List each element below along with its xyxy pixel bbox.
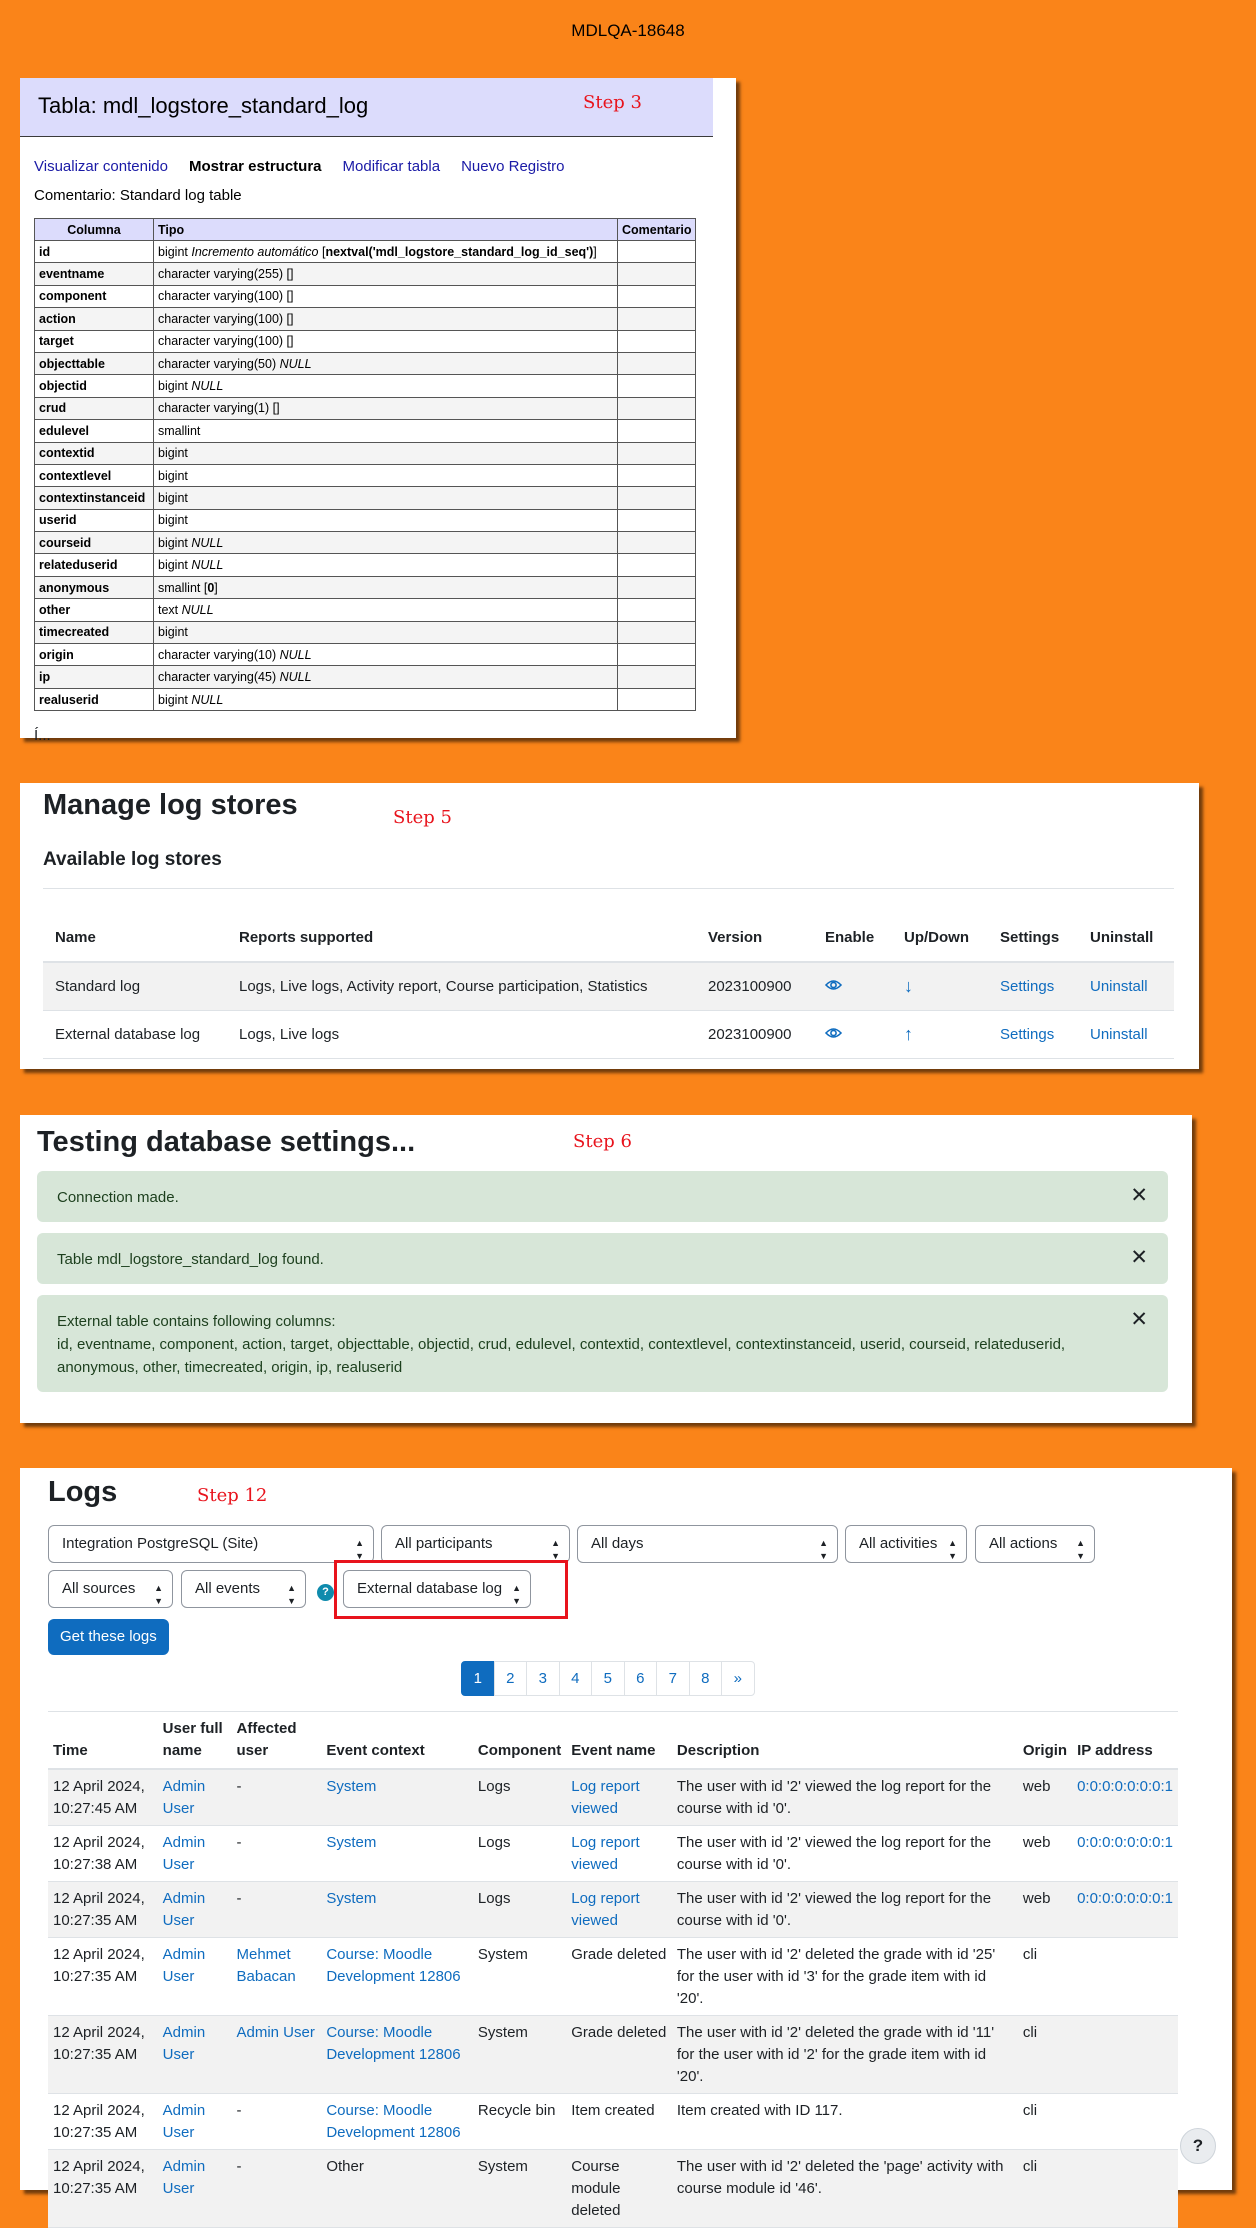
page-heading: Manage log stores bbox=[43, 789, 298, 821]
table-row bbox=[35, 688, 696, 710]
column-name: component bbox=[35, 285, 154, 307]
get-logs-button[interactable]: Get these logs bbox=[48, 1619, 169, 1655]
page-link[interactable]: 6 bbox=[624, 1661, 658, 1696]
log-stores-table bbox=[43, 914, 1174, 1059]
event-name: Course module deleted bbox=[571, 2158, 621, 2219]
log-time: 12 April 2024, 10:27:35 AM bbox=[48, 1938, 158, 2016]
column-type: character varying(1) [] bbox=[154, 397, 618, 419]
column-type: bigint bbox=[154, 621, 618, 643]
user-link[interactable]: Admin User bbox=[162, 2158, 206, 2197]
table-row bbox=[35, 241, 696, 263]
next-page-link[interactable]: » bbox=[721, 1661, 755, 1696]
user-link[interactable]: Admin User bbox=[162, 1778, 206, 1817]
affected-user-link[interactable]: Mehmet Babacan bbox=[236, 1946, 296, 1985]
user-cell bbox=[158, 1769, 232, 1826]
close-icon[interactable]: ✕ bbox=[1130, 1184, 1148, 1207]
column-comment bbox=[618, 375, 696, 397]
enable-cell bbox=[813, 962, 892, 1010]
column-type: bigint NULL bbox=[154, 532, 618, 554]
ip-cell bbox=[1072, 2016, 1178, 2094]
table-row bbox=[48, 1938, 1178, 2016]
affected-cell bbox=[232, 1769, 322, 1826]
user-cell bbox=[158, 1826, 232, 1882]
header-ip-address: IP address bbox=[1072, 1714, 1178, 1769]
column-comment bbox=[618, 330, 696, 352]
log-time: 12 April 2024, 10:27:35 AM bbox=[48, 2094, 158, 2150]
reports-supported: Logs, Live logs bbox=[227, 1010, 696, 1058]
column-type: bigint bbox=[154, 464, 618, 486]
arrow-up-icon[interactable]: ↑ bbox=[904, 1023, 913, 1044]
affected-user: - bbox=[236, 1778, 242, 1795]
tab-visualizar-contenido[interactable]: Visualizar contenido bbox=[34, 158, 168, 175]
context-cell bbox=[321, 1769, 473, 1826]
page-heading: Logs bbox=[48, 1476, 118, 1508]
event-context-link[interactable]: Course: Moodle Development 12806 bbox=[326, 1946, 461, 1985]
alert-heading: External table contains following columns: bbox=[57, 1313, 336, 1330]
page-link[interactable]: 2 bbox=[494, 1661, 528, 1696]
column-type: character varying(50) NULL bbox=[154, 352, 618, 374]
origin: cli bbox=[1018, 2150, 1072, 2228]
column-type: character varying(100) [] bbox=[154, 285, 618, 307]
store-name: External database log bbox=[43, 1010, 227, 1058]
header-event-context: Event context bbox=[321, 1714, 473, 1769]
event-cell bbox=[566, 1938, 672, 2016]
page-title: MDLQA-18648 bbox=[571, 21, 685, 40]
affected-user: - bbox=[236, 1890, 242, 1907]
step-label: Step 12 bbox=[197, 1485, 268, 1506]
select-arrow-icon: ▲ ▼ bbox=[1076, 1538, 1085, 1561]
column-comment bbox=[618, 599, 696, 621]
column-name: objectid bbox=[35, 375, 154, 397]
description: The user with id '2' deleted the 'page' activity with course module id '46'. bbox=[672, 2150, 1018, 2228]
log-time: 12 April 2024, 10:27:35 AM bbox=[48, 2150, 158, 2228]
event-cell bbox=[566, 1882, 672, 1938]
version: 2023100900 bbox=[696, 1010, 813, 1058]
column-name: eventname bbox=[35, 263, 154, 285]
description: Item created with ID 117. bbox=[672, 2094, 1018, 2150]
event-context-link[interactable]: Course: Moodle Development 12806 bbox=[326, 2024, 461, 2063]
testing-panel bbox=[20, 1115, 1192, 1423]
logs-table bbox=[48, 1714, 1178, 2228]
origin: cli bbox=[1018, 2094, 1072, 2150]
header-origin: Origin bbox=[1018, 1714, 1072, 1769]
uninstall-cell bbox=[1078, 1010, 1174, 1058]
header-enable: Enable bbox=[813, 914, 892, 962]
column-comment bbox=[618, 397, 696, 419]
help-icon[interactable]: ? bbox=[317, 1584, 334, 1601]
tab-nuevo-registro[interactable]: Nuevo Registro bbox=[461, 158, 565, 175]
table-row bbox=[35, 330, 696, 352]
select-arrow-icon: ▲ ▼ bbox=[551, 1538, 560, 1561]
component: System bbox=[473, 1938, 566, 2016]
header-settings: Settings bbox=[988, 914, 1078, 962]
column-comment bbox=[618, 308, 696, 330]
logs-panel bbox=[20, 1468, 1232, 2219]
sources-select[interactable]: All sources ▲ ▼ bbox=[48, 1570, 173, 1608]
event-cell bbox=[566, 1769, 672, 1826]
site-select[interactable]: Integration PostgreSQL (Site) ▲ ▼ bbox=[48, 1525, 374, 1563]
uninstall-cell bbox=[1078, 962, 1174, 1010]
select-arrow-icon: ▲ ▼ bbox=[512, 1583, 521, 1606]
column-type: bigint NULL bbox=[154, 554, 618, 576]
reports-supported: Logs, Live logs, Activity report, Course participation, Statistics bbox=[227, 962, 696, 1010]
component: Logs bbox=[473, 1882, 566, 1938]
page-link[interactable]: 7 bbox=[656, 1661, 690, 1696]
component: Logs bbox=[473, 1769, 566, 1826]
user-link[interactable]: Admin User bbox=[162, 1890, 206, 1929]
user-link[interactable]: Admin User bbox=[162, 1834, 206, 1873]
page-link[interactable]: 4 bbox=[559, 1661, 593, 1696]
settings-link[interactable]: Settings bbox=[1000, 1025, 1055, 1043]
settings-cell bbox=[988, 962, 1078, 1010]
column-type: character varying(10) NULL bbox=[154, 644, 618, 666]
table-row bbox=[35, 397, 696, 419]
column-name: id bbox=[35, 241, 154, 263]
clipped-text: Í... bbox=[34, 727, 51, 744]
column-name: edulevel bbox=[35, 420, 154, 442]
column-type: bigint Incremento automático [nextval('mdl_logstore_standard_log_id_seq')] bbox=[154, 241, 618, 263]
header-uninstall: Uninstall bbox=[1078, 914, 1174, 962]
table-row bbox=[43, 962, 1174, 1010]
type-header: Tipo bbox=[154, 219, 618, 241]
header-event-name: Event name bbox=[566, 1714, 672, 1769]
component: System bbox=[473, 2016, 566, 2094]
table-comment: Comentario: Standard log table bbox=[34, 187, 242, 204]
affected-user: - bbox=[236, 2158, 242, 2175]
event-name: Item created bbox=[571, 2102, 655, 2119]
origin: web bbox=[1018, 1882, 1072, 1938]
table-row bbox=[48, 2150, 1178, 2228]
select-arrow-icon: ▲ ▼ bbox=[154, 1583, 163, 1606]
event-context: Other bbox=[326, 2158, 364, 2175]
log-time: 12 April 2024, 10:27:38 AM bbox=[48, 1826, 158, 1882]
column-name: action bbox=[35, 308, 154, 330]
alert-text: Table mdl_logstore_standard_log found. bbox=[57, 1251, 324, 1268]
user-cell bbox=[158, 1938, 232, 2016]
column-name: relateduserid bbox=[35, 554, 154, 576]
origin: cli bbox=[1018, 2016, 1072, 2094]
user-link[interactable]: Admin User bbox=[162, 1946, 206, 1985]
column-type: smallint [0] bbox=[154, 576, 618, 598]
log-time: 12 April 2024, 10:27:35 AM bbox=[48, 1882, 158, 1938]
event-name: Grade deleted bbox=[571, 1946, 667, 1963]
table-row bbox=[35, 263, 696, 285]
divider bbox=[43, 888, 1174, 889]
activities-select[interactable]: All activities ▲ ▼ bbox=[845, 1525, 967, 1563]
select-arrow-icon: ▲ ▼ bbox=[948, 1538, 957, 1561]
event-context-link[interactable]: System bbox=[326, 1890, 377, 1907]
column-type: character varying(100) [] bbox=[154, 308, 618, 330]
table-row bbox=[35, 487, 696, 509]
table-title: Tabla: mdl_logstore_standard_log bbox=[38, 93, 369, 118]
affected-user: - bbox=[236, 2102, 242, 2119]
affected-cell bbox=[232, 2150, 322, 2228]
step-label: Step 3 bbox=[583, 92, 642, 113]
select-arrow-icon: ▲ ▼ bbox=[287, 1583, 296, 1606]
origin: web bbox=[1018, 1826, 1072, 1882]
description: The user with id '2' deleted the grade with id '11' for the user with id '2' for the grade item with id '20'. bbox=[672, 2016, 1018, 2094]
event-cell bbox=[566, 2150, 672, 2228]
affected-cell bbox=[232, 2016, 322, 2094]
table-row bbox=[35, 644, 696, 666]
store-name: Standard log bbox=[43, 962, 227, 1010]
user-cell bbox=[158, 2094, 232, 2150]
context-cell bbox=[321, 2150, 473, 2228]
table-row bbox=[35, 509, 696, 531]
page-link[interactable]: 3 bbox=[526, 1661, 560, 1696]
column-name: userid bbox=[35, 509, 154, 531]
table-row bbox=[35, 554, 696, 576]
column-name: objecttable bbox=[35, 352, 154, 374]
page-link[interactable]: 1 bbox=[461, 1661, 495, 1696]
column-comment bbox=[618, 621, 696, 643]
column-comment bbox=[618, 241, 696, 263]
context-cell bbox=[321, 2094, 473, 2150]
enable-cell bbox=[813, 1010, 892, 1058]
header-user-full-name: User full name bbox=[158, 1714, 232, 1769]
event-name-link[interactable]: Log report viewed bbox=[571, 1890, 640, 1929]
column-name: realuserid bbox=[35, 688, 154, 710]
page-heading: Testing database settings... bbox=[37, 1126, 416, 1158]
column-comment bbox=[618, 666, 696, 688]
alert-text: id, eventname, component, action, target, objecttable, objectid, crud, edulevel, contextid, contextlevel, contextinstanceid, userid, courseid, relateduserid, anonymous, other, timecreated, origin, ip, realuserid bbox=[57, 1336, 1066, 1376]
ip-cell bbox=[1072, 1826, 1178, 1882]
column-comment bbox=[618, 487, 696, 509]
select-arrow-icon: ▲ ▼ bbox=[355, 1538, 364, 1561]
user-cell bbox=[158, 1882, 232, 1938]
event-cell bbox=[566, 1826, 672, 1882]
log-stores-panel bbox=[20, 783, 1199, 1069]
column-type: bigint NULL bbox=[154, 688, 618, 710]
move-cell bbox=[892, 962, 988, 1010]
table-row bbox=[35, 308, 696, 330]
page-link[interactable]: 8 bbox=[689, 1661, 723, 1696]
affected-user-link[interactable]: Admin User bbox=[236, 2024, 315, 2041]
alert-text: Connection made. bbox=[57, 1189, 179, 1206]
table-row bbox=[35, 599, 696, 621]
column-name: ip bbox=[35, 666, 154, 688]
settings-link[interactable]: Settings bbox=[1000, 977, 1055, 995]
events-select[interactable]: All events ▲ ▼ bbox=[181, 1570, 306, 1608]
component: Logs bbox=[473, 1826, 566, 1882]
column-name: other bbox=[35, 599, 154, 621]
user-link[interactable]: Admin User bbox=[162, 2102, 206, 2141]
page-link[interactable]: 5 bbox=[591, 1661, 625, 1696]
column-type: smallint bbox=[154, 420, 618, 442]
uninstall-link[interactable]: Uninstall bbox=[1090, 1025, 1148, 1043]
uninstall-link[interactable]: Uninstall bbox=[1090, 977, 1148, 995]
table-row bbox=[35, 621, 696, 643]
column-comment bbox=[618, 554, 696, 576]
table-row bbox=[35, 532, 696, 554]
header-version: Version bbox=[696, 914, 813, 962]
header-component: Component bbox=[473, 1714, 566, 1769]
structure-tabs bbox=[34, 158, 585, 175]
table-row bbox=[35, 285, 696, 307]
column-type: character varying(255) [] bbox=[154, 263, 618, 285]
header-reports-supported: Reports supported bbox=[227, 914, 696, 962]
ip-cell bbox=[1072, 2094, 1178, 2150]
column-type: character varying(45) NULL bbox=[154, 666, 618, 688]
header-time: Time bbox=[48, 1714, 158, 1769]
table-row bbox=[35, 464, 696, 486]
column-comment bbox=[618, 420, 696, 442]
column-name: courseid bbox=[35, 532, 154, 554]
column-comment bbox=[618, 644, 696, 666]
highlight-box bbox=[334, 1560, 568, 1619]
description: The user with id '2' viewed the log report for the course with id '0'. bbox=[672, 1769, 1018, 1826]
description: The user with id '2' viewed the log report for the course with id '0'. bbox=[672, 1826, 1018, 1882]
column-name: timecreated bbox=[35, 621, 154, 643]
column-comment bbox=[618, 442, 696, 464]
ip-cell bbox=[1072, 1882, 1178, 1938]
header-name: Name bbox=[43, 914, 227, 962]
affected-cell bbox=[232, 1826, 322, 1882]
participants-select[interactable]: All participants ▲ ▼ bbox=[381, 1525, 570, 1563]
table-row bbox=[48, 1826, 1178, 1882]
affected-cell bbox=[232, 1882, 322, 1938]
user-cell bbox=[158, 2150, 232, 2228]
header-description: Description bbox=[672, 1714, 1018, 1769]
pagination bbox=[462, 1661, 755, 1696]
event-name-link[interactable]: Log report viewed bbox=[571, 1834, 640, 1873]
user-cell bbox=[158, 2016, 232, 2094]
table-row bbox=[48, 2094, 1178, 2150]
header-up-down: Up/Down bbox=[892, 914, 988, 962]
context-cell bbox=[321, 1938, 473, 2016]
step-label: Step 6 bbox=[573, 1131, 632, 1152]
section-heading: Available log stores bbox=[43, 849, 222, 870]
column-name: origin bbox=[35, 644, 154, 666]
column-comment bbox=[618, 576, 696, 598]
days-select[interactable]: All days ▲ ▼ bbox=[577, 1525, 838, 1563]
column-comment bbox=[618, 285, 696, 307]
actions-select[interactable]: All actions ▲ ▼ bbox=[975, 1525, 1095, 1563]
structure-table bbox=[34, 218, 696, 711]
ip-cell bbox=[1072, 1938, 1178, 2016]
settings-cell bbox=[988, 1010, 1078, 1058]
event-name: Grade deleted bbox=[571, 2024, 667, 2041]
ip-address-link[interactable]: 0:0:0:0:0:0:0:1 bbox=[1077, 1778, 1173, 1795]
description: The user with id '2' deleted the grade with id '25' for the user with id '3' for the grade item with id '20'. bbox=[672, 1938, 1018, 2016]
close-icon[interactable]: ✕ bbox=[1130, 1246, 1148, 1269]
column-comment bbox=[618, 352, 696, 374]
affected-cell bbox=[232, 2094, 322, 2150]
column-name: contextid bbox=[35, 442, 154, 464]
comment-header: Comentario bbox=[618, 219, 696, 241]
divider bbox=[48, 1711, 1178, 1712]
origin: web bbox=[1018, 1769, 1072, 1826]
table-row bbox=[43, 1010, 1174, 1058]
table-row bbox=[35, 375, 696, 397]
ip-address-link[interactable]: 0:0:0:0:0:0:0:1 bbox=[1077, 1890, 1173, 1907]
event-context-link[interactable]: Course: Moodle Development 12806 bbox=[326, 2102, 461, 2141]
table-row bbox=[35, 666, 696, 688]
origin: cli bbox=[1018, 1938, 1072, 2016]
column-comment bbox=[618, 532, 696, 554]
select-arrow-icon: ▲ ▼ bbox=[819, 1538, 828, 1561]
column-name: contextinstanceid bbox=[35, 487, 154, 509]
alert-success bbox=[37, 1295, 1168, 1392]
event-name-link[interactable]: Log report viewed bbox=[571, 1778, 640, 1817]
component: System bbox=[473, 2150, 566, 2228]
table-row bbox=[35, 442, 696, 464]
column-comment bbox=[618, 464, 696, 486]
column-name: anonymous bbox=[35, 576, 154, 598]
table-row bbox=[48, 2016, 1178, 2094]
header-affected-user: Affected user bbox=[232, 1714, 322, 1769]
affected-cell bbox=[232, 1938, 322, 2016]
column-type: bigint NULL bbox=[154, 375, 618, 397]
log-reader-select[interactable]: External database log ▲ ▼ bbox=[343, 1570, 531, 1608]
table-row bbox=[35, 420, 696, 442]
eye-icon[interactable] bbox=[825, 1026, 842, 1043]
log-time: 12 April 2024, 10:27:35 AM bbox=[48, 2016, 158, 2094]
table-row bbox=[35, 352, 696, 374]
ip-address-link[interactable]: 0:0:0:0:0:0:0:1 bbox=[1077, 1834, 1173, 1851]
column-comment bbox=[618, 688, 696, 710]
context-cell bbox=[321, 2016, 473, 2094]
eye-icon[interactable] bbox=[825, 978, 842, 995]
table-row bbox=[48, 1882, 1178, 1938]
version: 2023100900 bbox=[696, 962, 813, 1010]
event-context-link[interactable]: System bbox=[326, 1834, 377, 1851]
column-header: Columna bbox=[35, 219, 154, 241]
column-type: bigint bbox=[154, 509, 618, 531]
column-comment bbox=[618, 509, 696, 531]
event-cell bbox=[566, 2094, 672, 2150]
event-context-link[interactable]: System bbox=[326, 1778, 377, 1795]
tab-mostrar-estructura[interactable]: Mostrar estructura bbox=[188, 158, 322, 175]
column-name: contextlevel bbox=[35, 464, 154, 486]
component: Recycle bin bbox=[473, 2094, 566, 2150]
alert-success bbox=[37, 1171, 1168, 1222]
column-type: bigint bbox=[154, 487, 618, 509]
move-cell bbox=[892, 1010, 988, 1058]
column-type: character varying(100) [] bbox=[154, 330, 618, 352]
column-name: target bbox=[35, 330, 154, 352]
column-type: text NULL bbox=[154, 599, 618, 621]
arrow-down-icon[interactable]: ↓ bbox=[904, 975, 913, 996]
help-button[interactable]: ? bbox=[1180, 2128, 1216, 2164]
log-time: 12 April 2024, 10:27:45 AM bbox=[48, 1769, 158, 1826]
table-structure-panel bbox=[20, 78, 736, 744]
user-link[interactable]: Admin User bbox=[162, 2024, 206, 2063]
ip-cell bbox=[1072, 2150, 1178, 2228]
table-row bbox=[48, 1769, 1178, 1826]
context-cell bbox=[321, 1882, 473, 1938]
affected-user: - bbox=[236, 1834, 242, 1851]
context-cell bbox=[321, 1826, 473, 1882]
event-cell bbox=[566, 2016, 672, 2094]
step-label: Step 5 bbox=[393, 807, 452, 828]
column-type: bigint bbox=[154, 442, 618, 464]
close-icon[interactable]: ✕ bbox=[1130, 1308, 1148, 1331]
description: The user with id '2' viewed the log report for the course with id '0'. bbox=[672, 1882, 1018, 1938]
column-name: crud bbox=[35, 397, 154, 419]
column-comment bbox=[618, 263, 696, 285]
table-row bbox=[35, 576, 696, 598]
alert-success bbox=[37, 1233, 1168, 1284]
ip-cell bbox=[1072, 1769, 1178, 1826]
tab-modificar-tabla[interactable]: Modificar tabla bbox=[342, 158, 441, 175]
